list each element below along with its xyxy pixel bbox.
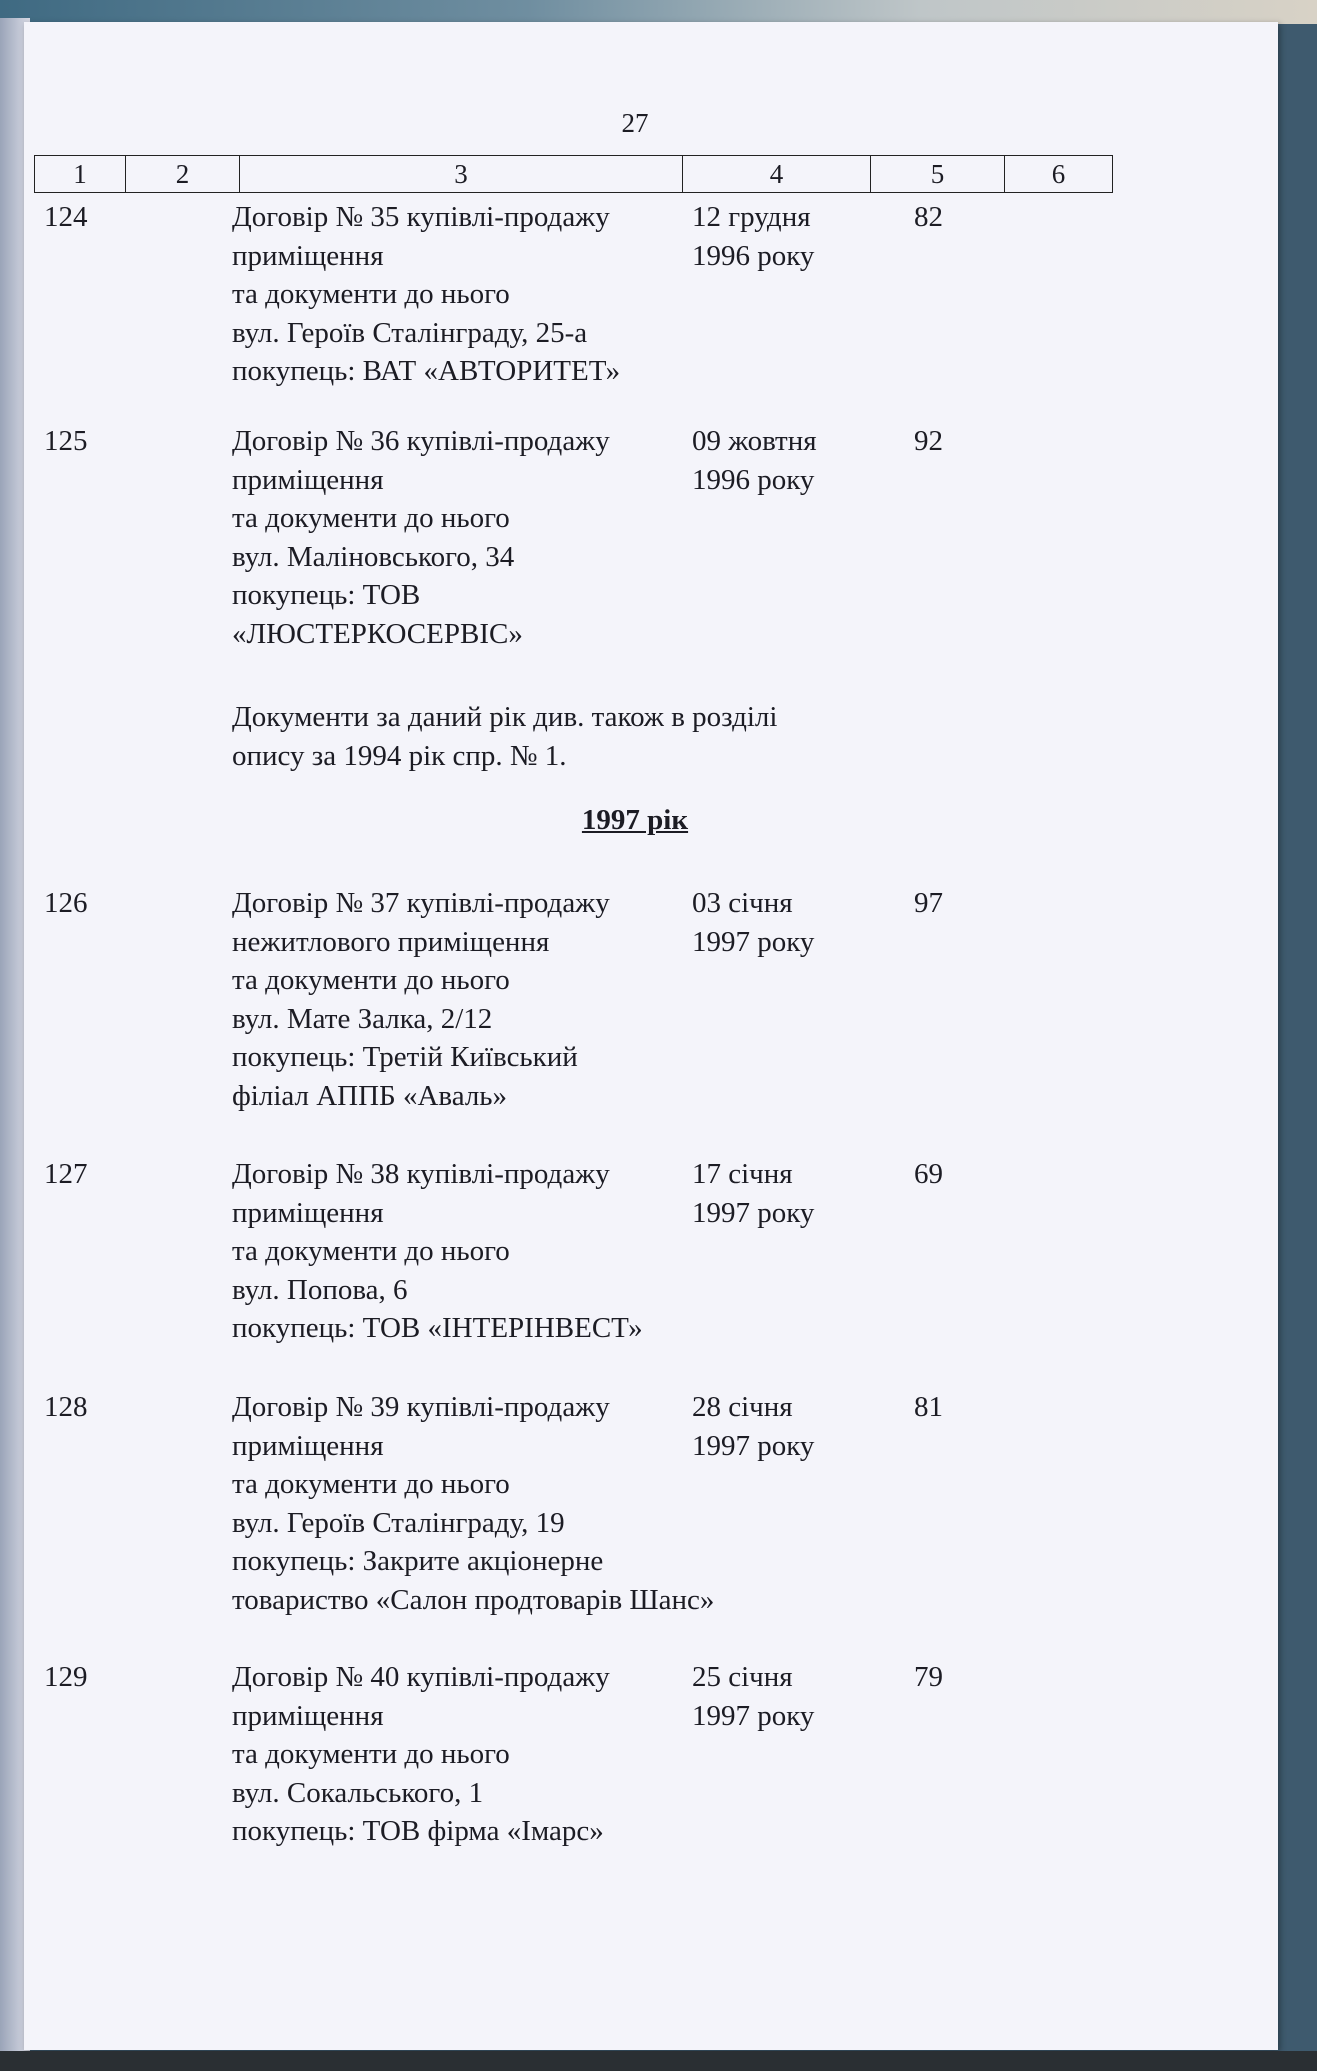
entry-date (692, 198, 814, 275)
column-header-6: 6 (1005, 156, 1113, 193)
entry-title (232, 1388, 732, 1619)
title-line: «ЛЮСТЕРКОСЕРВІС» (232, 617, 523, 650)
title-line: приміщення (232, 239, 384, 272)
title-line: та документи до нього (232, 1738, 510, 1770)
entry-number: 129 (44, 1661, 88, 1693)
date-line: 1997 року (692, 1429, 815, 1462)
entry-number: 126 (44, 887, 88, 919)
date-line: 1997 року (692, 925, 815, 958)
entry-number: 125 (44, 425, 88, 457)
note-line: опису за 1994 рік спр. № 1. (232, 739, 567, 772)
entry-number: 124 (44, 201, 88, 233)
title-line: приміщення (232, 1429, 384, 1462)
entry-number: 128 (44, 1391, 88, 1423)
title-line: приміщення (232, 1699, 384, 1732)
entry-title (232, 1658, 732, 1851)
document-page (24, 22, 1278, 2050)
column-header-3: 3 (240, 156, 683, 193)
title-line: Договір № 38 купівлі-продажу (232, 1158, 610, 1190)
column-header-1: 1 (35, 156, 126, 193)
title-line: та документи до нього (232, 1235, 510, 1267)
title-line: приміщення (232, 463, 384, 496)
date-line: 1997 року (692, 1196, 815, 1229)
entry-sheet-count: 79 (914, 1661, 943, 1693)
entry-sheet-count: 82 (914, 201, 943, 233)
entry-date (692, 422, 817, 499)
entry-date (692, 1155, 814, 1232)
entry-sheet-count: 81 (914, 1391, 943, 1423)
date-line: 28 січня (692, 1391, 793, 1423)
date-line: 03 січня (692, 887, 793, 919)
title-line: вул. Маліновського, 34 (232, 540, 515, 573)
date-line: 1997 року (692, 1699, 815, 1732)
title-line: приміщення (232, 1196, 384, 1229)
column-header-table (34, 155, 1113, 193)
entry-title (232, 198, 732, 391)
title-line: філіал АППБ «Аваль» (232, 1079, 508, 1112)
entry-sheet-count: 92 (914, 425, 943, 457)
title-line: покупець: ТОВ фірма «Імарс» (232, 1815, 604, 1847)
date-line: 25 січня (692, 1661, 793, 1693)
date-line: 17 січня (692, 1158, 793, 1190)
entry-sheet-count: 69 (914, 1158, 943, 1190)
title-line: Договір № 37 купівлі-продажу (232, 887, 610, 919)
title-line: вул. Героїв Сталінграду, 19 (232, 1506, 565, 1539)
entry-title (232, 422, 732, 653)
title-line: покупець: Третій Київський (232, 1041, 578, 1073)
title-line: нежитлового приміщення (232, 925, 550, 958)
date-line: 1996 року (692, 463, 815, 496)
column-header-5: 5 (871, 156, 1005, 193)
entry-title (232, 884, 732, 1115)
title-line: покупець: ТОВ (232, 579, 421, 611)
title-line: покупець: Закрите акціонерне (232, 1545, 604, 1577)
background-bottom (0, 2051, 1317, 2071)
title-line: вул. Сокальського, 1 (232, 1776, 484, 1809)
date-line: 12 грудня (692, 201, 811, 233)
date-line: 1996 року (692, 239, 815, 272)
title-line: Договір № 35 купівлі-продажу (232, 201, 610, 233)
title-line: покупець: ВАТ «АВТОРИТЕТ» (232, 355, 621, 387)
page-number: 27 (621, 108, 649, 138)
title-line: вул. Попова, 6 (232, 1273, 408, 1306)
column-header-row (35, 156, 1113, 193)
note-line: Документи за даний рік див. також в розділі (232, 701, 778, 733)
entry-date (692, 1388, 814, 1465)
title-line: та документи до нього (232, 278, 510, 310)
entry-date (692, 884, 814, 961)
title-line: та документи до нього (232, 964, 510, 996)
year-heading: 1997 рік (581, 804, 689, 836)
background-top (0, 0, 1317, 24)
title-line: та документи до нього (232, 1468, 510, 1500)
entry-date (692, 1658, 814, 1735)
date-line: 09 жовтня (692, 425, 817, 457)
title-line: вул. Героїв Сталінграду, 25-а (232, 316, 588, 349)
entry-number: 127 (44, 1158, 88, 1190)
title-line: Договір № 40 купівлі-продажу (232, 1661, 610, 1693)
column-header-2: 2 (126, 156, 240, 193)
cross-reference-note (232, 698, 777, 775)
column-header-4: 4 (683, 156, 871, 193)
title-line: та документи до нього (232, 502, 510, 534)
title-line: Договір № 39 купівлі-продажу (232, 1391, 610, 1423)
entry-sheet-count: 97 (914, 887, 943, 919)
entry-title (232, 1155, 732, 1348)
title-line: Договір № 36 купівлі-продажу (232, 425, 610, 457)
title-line: покупець: ТОВ «ІНТЕРІНВЕСТ» (232, 1312, 643, 1344)
title-line: вул. Мате Залка, 2/12 (232, 1002, 493, 1035)
title-line: товариство «Салон продтоварів Шанс» (232, 1583, 715, 1616)
